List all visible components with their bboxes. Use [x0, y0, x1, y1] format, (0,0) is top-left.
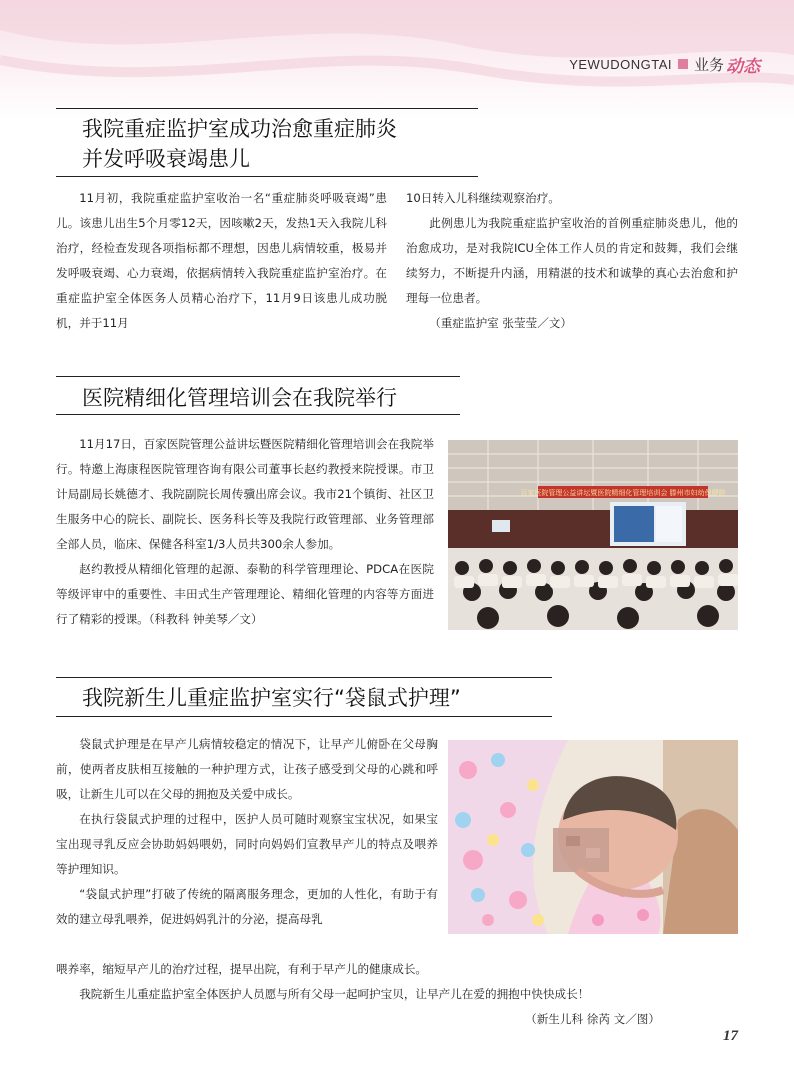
section-name-chinese-accent: 动态	[726, 56, 760, 77]
article1-top-rule	[56, 108, 478, 109]
seminar-photo	[448, 440, 738, 630]
seminar-photo-image	[448, 440, 738, 630]
article2-top-rule	[56, 376, 460, 377]
newborn-photo-image	[448, 740, 738, 934]
article3-bottom-rule	[56, 716, 552, 717]
article2-paragraph: 11月17日，百家医院管理公益讲坛暨医院精细化管理培训会在我院举行。特邀上海康程医院管理咨询有限公司董事长赵约教授来院授课。市卫计局副局长姚德才、我院副院长周传骥出席会议。我市21个镇街、社区卫生服务中心的院长、副院长、医务科长等及我院行政管理部、业务管理部全部人员，临床、保健各科室1/3人员共300余人参加。	[56, 437, 434, 551]
newborn-photo	[448, 740, 738, 934]
article3-paragraph: 喂养率，缩短早产儿的治疗过程，提早出院，有利于早产儿的健康成长。	[56, 962, 428, 976]
article2-paragraph: 赵约教授从精细化管理的起源、泰勒的科学管理理论、PDCA在医院等级评审中的重要性、丰田式生产管理理论、精细化管理的内容等方面进行了精彩的授课。（科教科 钟美琴／文）	[56, 562, 434, 626]
article3-paragraph: 我院新生儿重症监护室全体医护人员愿与所有父母一起呵护宝贝，让早产儿在爱的拥抱中快快成长！	[79, 987, 590, 1001]
section-header	[569, 54, 760, 77]
section-name-chinese: 业务	[693, 55, 724, 74]
article1-byline: （重症监护室 张莹莹／文）	[429, 316, 572, 330]
article3-title: 我院新生儿重症监护室实行“袋鼠式护理”	[82, 686, 461, 710]
article2-body	[56, 432, 434, 632]
article1-column-left	[56, 186, 387, 336]
article1-title-line2: 并发呼吸衰竭患儿	[82, 147, 250, 171]
article3-byline: （新生儿科 徐芮 文／图）	[525, 1012, 660, 1026]
article1-title	[82, 114, 397, 174]
article3-top-rule	[56, 677, 552, 678]
seminar-banner-text: 百家医院管理公益讲坛暨医院精细化管理培训会 滕州市妇幼保健院	[520, 489, 726, 497]
article3-paragraph: 袋鼠式护理是在早产儿病情较稳定的情况下，让早产儿俯卧在父母胸前，使两者皮肤相互接触的一种护理方式，让孩子感受到父母的心跳和呼吸，让新生儿可以在父母的拥抱及关爱中成长。	[56, 737, 438, 801]
page-number: 17	[723, 1028, 738, 1044]
article1-paragraph: 此例患儿为我院重症监护室收治的首例重症肺炎患儿，他的治愈成功，是对我院ICU全体工作人员的肯定和鼓舞，我们会继续努力，不断提升内涵，用精湛的技术和诚挚的真心去治愈和护理每一位患者。	[406, 216, 738, 305]
section-name-english: YEWUDONGTAI	[569, 56, 672, 72]
article1-column-right	[406, 186, 738, 336]
article3-paragraph: 在执行袋鼠式护理的过程中，医护人员可随时观察宝宝状况，如果宝宝出现寻乳反应会协助妈妈喂奶，同时向妈妈们宣教早产儿的特点及喂养等护理知识。	[56, 812, 438, 876]
article3-body-upper	[56, 732, 438, 932]
article1-paragraph: 10日转入儿科继续观察治疗。	[406, 191, 560, 205]
article1-bottom-rule	[56, 176, 478, 177]
section-square-marker	[678, 59, 688, 69]
article3-paragraph: “袋鼠式护理”打破了传统的隔离服务理念，更加的人性化，有助于有效的建立母乳喂养，促进妈妈乳汁的分泌，提高母乳	[56, 887, 438, 926]
article1-title-line1: 我院重症监护室成功治愈重症肺炎	[82, 117, 397, 141]
article2-title: 医院精细化管理培训会在我院举行	[82, 386, 397, 410]
article1-paragraph: 11月初，我院重症监护室收治一名“重症肺炎呼吸衰竭”患儿。该患儿出生5个月零12天，因咳嗽2天，发热1天入我院儿科治疗，经检查发现各项指标都不理想，因患儿病情较重，极易并发呼吸衰竭、心力衰竭，依据病情转入我院重症监护室治疗。在重症监护室全体医务人员精心治疗下，11月9日该患儿成功脱机，并于11月	[56, 191, 387, 330]
article3-body-lower	[56, 957, 738, 1032]
article2-bottom-rule	[56, 414, 460, 415]
